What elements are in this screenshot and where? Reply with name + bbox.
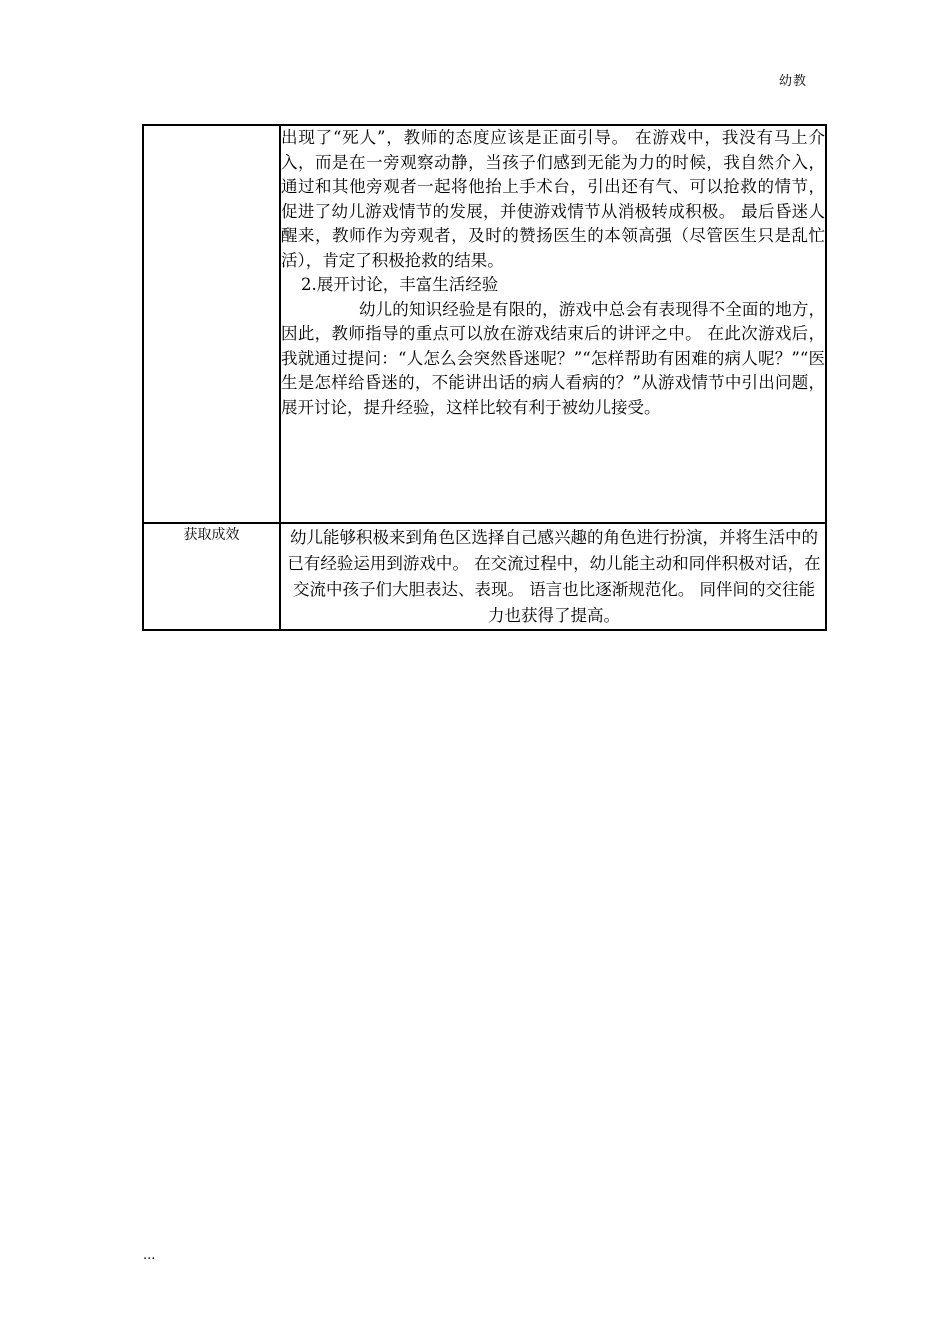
results-content-cell bbox=[280, 523, 826, 630]
row-label-empty bbox=[143, 125, 280, 523]
table-row bbox=[143, 523, 826, 630]
results-label: 获取成效 bbox=[143, 523, 280, 630]
discussion-paragraph: 幼儿的知识经验是有限的，游戏中总会有表现得不全面的地方，因此，教师指导的重点可以放在游戏结束后的讲评之中。 在此次游戏后，我就通过提问：“人怎么会突然昏迷呢？”“怎样帮助有困难的病人呢？”“医生是怎样给昏迷的，不能讲出话的病人看病的？”从游戏情节中引出问题，展开讨论，提升经验，这样比较有利于被幼儿接受。 bbox=[281, 299, 825, 417]
lesson-reflection-table bbox=[142, 124, 827, 631]
page-footer-ellipsis: ... bbox=[143, 1248, 156, 1263]
section-heading: 2.展开讨论，丰富生活经验 bbox=[301, 275, 499, 294]
results-text: 幼儿能够积极来到角色区选择自己感兴趣的角色进行扮演，并将生活中的已有经验运用到游戏中。 在交流过程中，幼儿能主动和同伴积极对话，在交流中孩子们大胆表达、表现。 语言也比逐渐规范化。 同伴间的交往能力也获得了提高。 bbox=[287, 528, 821, 625]
guidance-content-cell bbox=[280, 125, 826, 523]
guidance-paragraph: 出现了“死人”，教师的态度应该是正面引导。 在游戏中，我没有马上介入，而是在一旁观察动静，当孩子们感到无能为力的时候，我自然介入，通过和其他旁观者一起将他抬上手术台，引出还有气、可以抢救的情节，促进了幼儿游戏情节的发展，并使游戏情节从消极转成积极。 最后昏迷人醒来，教师作为旁观者，及时的赞扬医生的本领高强（尽管医生只是乱忙活），肯定了积极抢救的结果。 bbox=[281, 128, 825, 270]
page-header: 幼教 bbox=[779, 74, 808, 89]
table-row bbox=[143, 125, 826, 523]
